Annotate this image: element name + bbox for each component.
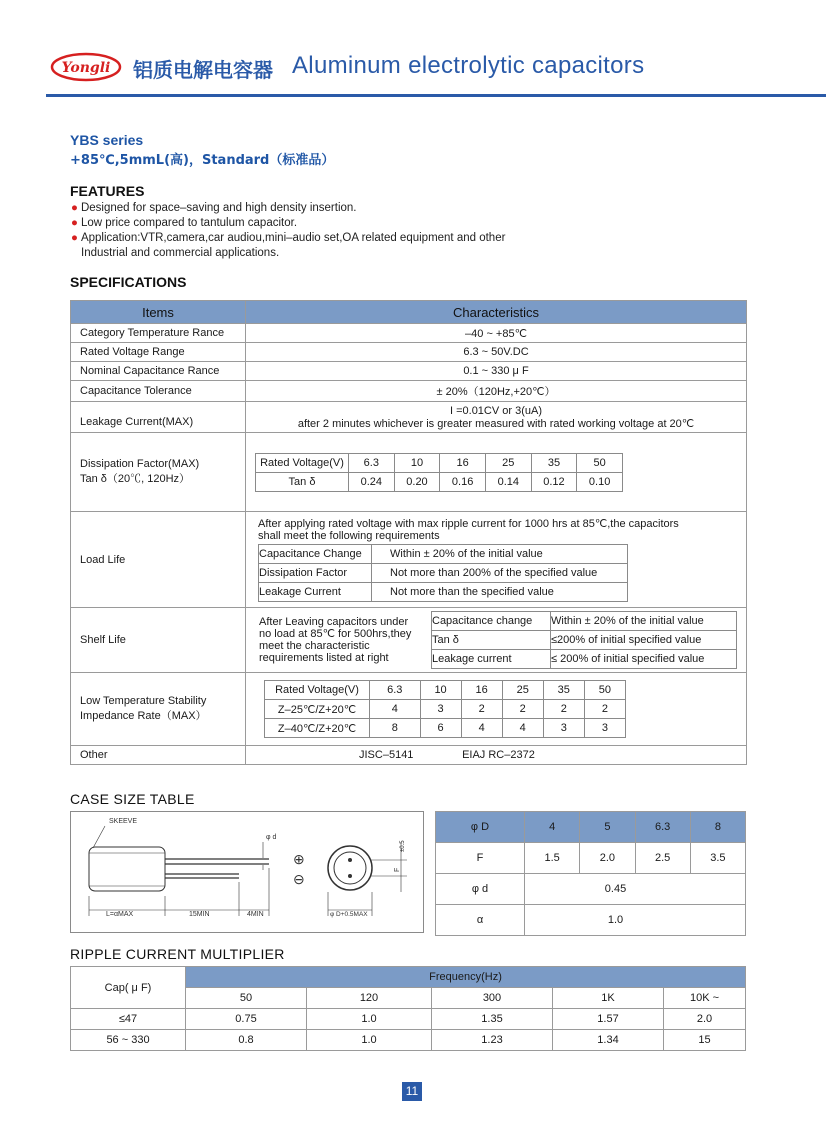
row-value xyxy=(246,673,747,746)
yongli-logo xyxy=(50,52,122,82)
dissipation-table: Rated Voltage(V) 6.3 10 16 25 35 50 Tan δ 0.24 0.20 0.16 0.14 0.12 0.10 xyxy=(255,453,623,492)
feature-item: ● Designed for space–saving and high density insertion. xyxy=(71,202,357,214)
row-label: Rated Voltage Range xyxy=(71,343,246,362)
row-label: Shelf Life xyxy=(71,608,246,673)
feature-item: ● Low price compared to tantulum capacitor. xyxy=(71,217,298,229)
row-label: Leakage Current(MAX) xyxy=(71,402,246,433)
f-tolerance: ±0.5 xyxy=(400,840,406,852)
dim-15min-label: 15MIN xyxy=(189,911,210,918)
features-list xyxy=(71,201,671,261)
row-value xyxy=(246,433,747,512)
f-label: F xyxy=(394,867,401,872)
table-row: Cap( μ F) Frequency(Hz) xyxy=(71,967,746,988)
row-label: Load Life xyxy=(71,512,246,608)
page-number: 11 xyxy=(402,1082,422,1101)
col-items: Items xyxy=(71,301,246,324)
row-value: I =0.01CV or 3(uA) after 2 minutes whichever is greater measured with rated working voltage at 20℃ xyxy=(246,402,747,433)
row-value: 0.1 ~ 330 μ F xyxy=(246,362,747,381)
ripple-heading: RIPPLE CURRENT MULTIPLIER xyxy=(70,946,285,962)
series-subtitle: +85℃,5mmL(高)，Standard（标准品） xyxy=(70,153,335,168)
header-title-cn: 铝质电解电容器 xyxy=(133,58,273,82)
table-row: 56 ~ 330 0.8 1.0 1.23 1.34 15 xyxy=(71,1030,746,1051)
row-label: Capacitance Tolerance xyxy=(71,381,246,402)
dim-length-label: L=αMAX xyxy=(106,911,134,918)
row-value: –40 ~ +85℃ xyxy=(246,324,747,343)
row-value: ± 20%（120Hz,+20℃） xyxy=(246,381,747,402)
dim-diameter-label: φ D+0.5MAX xyxy=(330,911,368,918)
row-value xyxy=(246,608,747,673)
table-row: ≤47 0.75 1.0 1.35 1.57 2.0 xyxy=(71,1009,746,1030)
case-size-table xyxy=(435,811,746,936)
ripple-table xyxy=(70,966,746,1051)
table-row: F 1.5 2.0 2.5 3.5 xyxy=(436,843,746,874)
header-title-en: Aluminum electrolytic capacitors xyxy=(292,52,645,79)
row-label: Dissipation Factor(MAX) Tan δ（20℃, 120Hz） xyxy=(71,433,246,512)
row-value: JISC–5141 EIAJ RC–2372 xyxy=(246,746,747,765)
skeeve-label: SKEEVE xyxy=(109,818,138,825)
lead-diameter-label: φ d xyxy=(266,834,277,841)
load-life-table: Capacitance Change Within ± 20% of the initial value Dissipation Factor Not more than 200% of the specified value Leakage Current Not more than the specified value xyxy=(258,544,628,602)
plus-icon: ⊕ xyxy=(293,851,305,867)
case-size-drawing xyxy=(70,811,424,933)
row-label: Low Temperature Stability Impedance Rate（MAX） xyxy=(71,673,246,746)
table-row: α 1.0 xyxy=(436,905,746,936)
svg-text:Yongli: Yongli xyxy=(61,60,111,76)
minus-icon: ⊖ xyxy=(293,871,305,887)
row-label: Nominal Capacitance Rance xyxy=(71,362,246,381)
header-rule xyxy=(46,94,826,97)
case-size-heading: CASE SIZE TABLE xyxy=(70,791,195,807)
row-label: Other xyxy=(71,746,246,765)
features-heading: FEATURES xyxy=(70,183,145,199)
feature-item: ● Application:VTR,camera,car audiou,mini–audio set,OA related equipment and other xyxy=(71,232,506,244)
table-row: φ D 4 5 6.3 8 xyxy=(436,812,746,843)
table-row: 50 120 300 1K 10K ~ xyxy=(71,988,746,1009)
dim-4min-label: 4MIN xyxy=(247,911,264,918)
specifications-heading: SPECIFICATIONS xyxy=(70,274,187,290)
shelf-life-intro: After Leaving capacitors under no load at 85℃ for 500hrs,they meet the characteristic requirements listed at right xyxy=(259,616,412,664)
row-value: After applying rated voltage with max ripple current for 1000 hrs at 85℃,the capacitors shall meet the following requirements Capacitance Change Within ± 20% of the initial value Dissipation Factor Not more than 200% of the specified value Leakage Current Not more than the specified value xyxy=(246,512,747,608)
row-label: Category Temperature Rance xyxy=(71,324,246,343)
series-name: YBS series xyxy=(70,132,144,148)
table-row: φ d 0.45 xyxy=(436,874,746,905)
shelf-life-table: Capacitance change Within ± 20% of the initial value Tan δ ≤200% of initial specified value Leakage current ≤ 200% of initial specified value xyxy=(431,611,737,669)
low-temp-table: Rated Voltage(V) 6.3 10 16 25 35 50 Z–25℃/Z+20℃ 4 3 2 2 2 2 Z–40℃/Z+20℃ 8 6 4 4 3 3 xyxy=(264,680,626,738)
feature-continuation: Industrial and commercial applications. xyxy=(81,247,280,259)
specifications-table xyxy=(70,300,747,765)
row-value: 6.3 ~ 50V.DC xyxy=(246,343,747,362)
col-characteristics: Characteristics xyxy=(246,301,747,324)
